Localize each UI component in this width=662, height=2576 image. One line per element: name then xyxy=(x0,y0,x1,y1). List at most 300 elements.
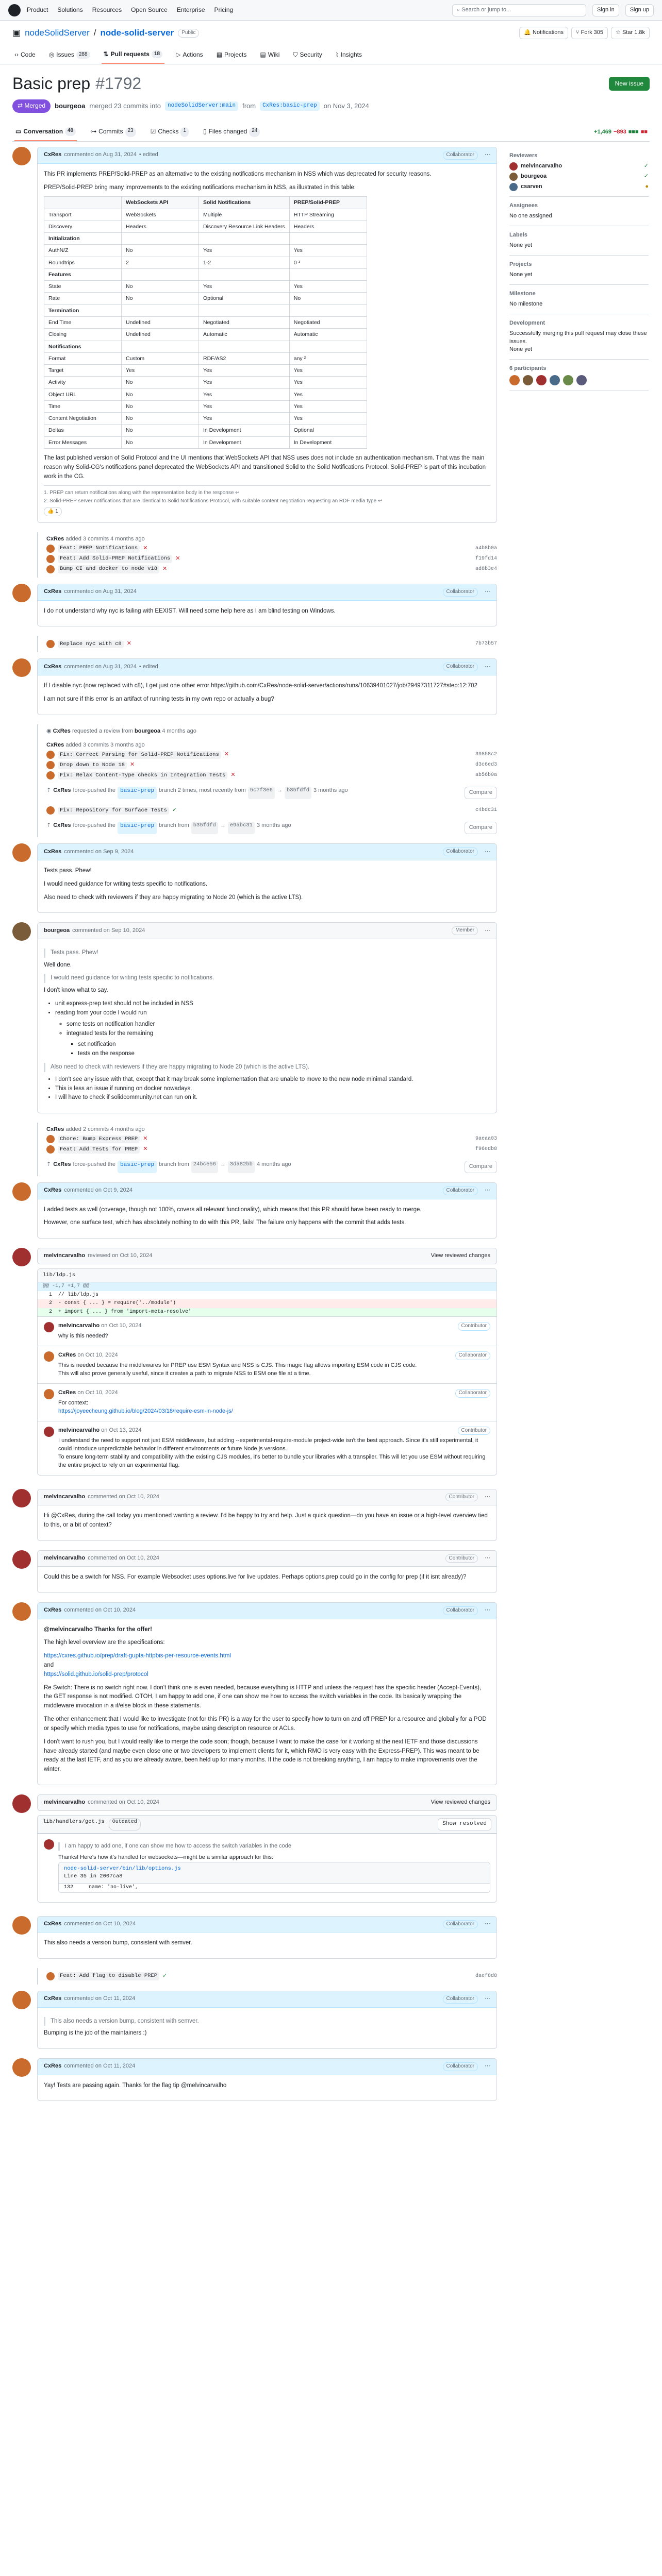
section-heading: Labels xyxy=(509,232,527,239)
tab-count: 24 xyxy=(249,127,260,137)
pr-number: #1792 xyxy=(95,74,142,93)
kebab-icon[interactable]: ⋯ xyxy=(485,663,490,670)
tab-issues[interactable] xyxy=(47,46,92,64)
list-item xyxy=(55,1009,490,1059)
event-time: 4 months ago xyxy=(162,727,196,734)
table-cell: Undefined xyxy=(122,316,199,328)
avatar[interactable] xyxy=(12,1991,31,2009)
avatar[interactable] xyxy=(44,1322,54,1332)
reviewer-name[interactable]: melvincarvalho xyxy=(521,163,562,170)
event-text: added 2 commits 4 months ago xyxy=(65,1126,145,1133)
comment-text: For context: xyxy=(58,1400,89,1406)
review-header xyxy=(37,1794,497,1811)
development-section xyxy=(509,314,649,360)
reviewer-name[interactable]: csarven xyxy=(521,183,542,190)
star-button[interactable] xyxy=(611,27,650,39)
quote: I am happy to add one, if one can show me how to access the switch variables in the code xyxy=(58,1842,490,1851)
kebab-icon[interactable]: ⋯ xyxy=(485,151,490,158)
avatar xyxy=(46,1135,55,1143)
avatar[interactable] xyxy=(563,375,573,385)
repo-header xyxy=(0,21,662,64)
table-cell xyxy=(199,233,290,245)
comment-author[interactable]: CxRes xyxy=(44,1995,62,2002)
fork-button[interactable] xyxy=(571,27,608,39)
diff-bar-icon: ■■■ xyxy=(628,128,639,135)
show-resolved-button[interactable]: Show resolved xyxy=(438,1818,491,1831)
kebab-icon[interactable]: ⋯ xyxy=(485,1920,490,1927)
nav-resources[interactable]: Resources xyxy=(92,6,122,13)
list-item xyxy=(67,1029,490,1059)
avatar[interactable] xyxy=(12,1489,31,1507)
quote: Tests pass. Phew! xyxy=(44,948,490,958)
commit-sha[interactable]: f96edb8 xyxy=(475,1146,497,1152)
event-actor[interactable]: CxRes xyxy=(53,727,71,734)
commit-message[interactable]: Bump CI and docker to node v18 xyxy=(58,565,159,573)
list-item: • unit express-prep test should not be included in NSS xyxy=(55,999,490,1009)
table-cell xyxy=(289,268,367,280)
commit-sha[interactable]: a4b8b0a xyxy=(475,545,497,551)
nav-open-source[interactable]: Open Source xyxy=(131,6,168,13)
branch-label[interactable]: basic-prep xyxy=(118,787,157,799)
table-cell: Yes xyxy=(289,388,367,400)
comment-header xyxy=(38,1917,496,1933)
projects-section xyxy=(509,256,649,285)
table-cell: Features xyxy=(44,268,122,280)
comment xyxy=(12,843,497,913)
visibility-badge: Public xyxy=(178,29,199,38)
merger-link[interactable]: bourgeoa xyxy=(55,101,86,110)
commit-sha[interactable]: 39858c2 xyxy=(475,752,497,758)
tab-insights[interactable] xyxy=(334,46,364,64)
event-time: 4 months ago xyxy=(256,1161,291,1168)
comment xyxy=(12,584,497,626)
book-icon: ▤ xyxy=(260,50,266,58)
avatar xyxy=(509,173,518,181)
avatar[interactable] xyxy=(12,1794,31,1813)
comment-author[interactable]: CxRes xyxy=(44,1187,62,1194)
commit-message[interactable]: Replace nyc with c8 xyxy=(58,640,124,648)
table-row xyxy=(44,245,367,257)
comment-text: This also needs a version bump, consistent with semver. xyxy=(44,1940,192,1946)
tab-count: 23 xyxy=(125,127,136,137)
footnote: 2. Solid-PREP server notifications that are identical to Solid Notifications Protocol, with suitable content negotiation requesting an RDF media type ↩ xyxy=(44,498,383,504)
comment-date[interactable]: commented on Sep 9, 2024 xyxy=(64,848,134,855)
additions: +1,469 xyxy=(594,128,611,135)
nav-product[interactable]: Product xyxy=(27,6,48,13)
tab-checks[interactable] xyxy=(150,123,190,141)
star-icon: ☆ xyxy=(616,29,622,36)
comment-author[interactable]: CxRes xyxy=(58,1389,76,1396)
head-branch[interactable]: CxRes:basic-prep xyxy=(260,101,320,111)
status-label: Merged xyxy=(24,102,46,110)
table-cell: In Development xyxy=(199,425,290,436)
compare-button[interactable]: Compare xyxy=(465,822,497,834)
review xyxy=(12,1248,497,1479)
event-text: force-pushed the xyxy=(73,787,116,794)
file-path[interactable]: lib/ldp.js xyxy=(38,1269,496,1282)
avatar[interactable] xyxy=(509,375,520,385)
commit-message[interactable]: Chore: Bump Express PREP xyxy=(58,1136,140,1143)
event-actor[interactable]: CxRes xyxy=(46,1126,64,1133)
spec-link[interactable]: https://cxres.github.io/prep/draft-gupta-httpbis-per-resource-events.html xyxy=(44,1653,231,1659)
fail-icon: ✕ xyxy=(126,640,131,647)
review-comment xyxy=(38,1834,496,1902)
commit-message[interactable]: Fix: Correct Parsing for Solid-PREP Notifications xyxy=(58,751,221,759)
role-badge: Collaborator xyxy=(443,848,478,856)
tab-commits[interactable] xyxy=(89,123,137,141)
table-cell: Yes xyxy=(122,365,199,377)
repo-name-link[interactable]: node-solid-server xyxy=(100,28,174,38)
table-cell: Yes xyxy=(289,413,367,425)
comment-date[interactable]: commented on Aug 31, 2024 xyxy=(64,588,137,595)
commit-sha[interactable]: ad8b3e4 xyxy=(475,566,497,572)
kebab-icon[interactable]: ⋯ xyxy=(485,848,490,855)
commit-message[interactable]: Feat: PREP Notifications xyxy=(58,545,140,552)
event-actor[interactable]: CxRes xyxy=(53,822,71,829)
commit-sha[interactable]: 7b73b57 xyxy=(475,641,497,647)
tab-security[interactable] xyxy=(291,46,324,64)
view-changes-button[interactable]: View reviewed changes xyxy=(431,1799,490,1805)
kebab-icon[interactable]: ⋯ xyxy=(485,588,490,595)
event-actor[interactable]: CxRes xyxy=(46,742,64,749)
comment-text: Re Switch: There is no switch right now. I don't think one is even needed, because everything is HTTP and unless the request has the specific header (Accept-Events), the GET response is not modified. OTOH, I am happy to add one, if one can show me how to access the switch variables in the code. Its basically wrapping the middleware invocation in a if/else block in these statements. xyxy=(44,1684,482,1709)
review-thread xyxy=(37,1815,497,1903)
view-changes-button[interactable]: View reviewed changes xyxy=(431,1252,490,1259)
comment-author[interactable]: melvincarvalho xyxy=(58,1323,100,1329)
reviewer-item[interactable] xyxy=(509,162,649,171)
check-icon: ☑ xyxy=(150,127,156,135)
base-branch[interactable]: nodeSolidServer:main xyxy=(165,101,238,111)
edited-marker[interactable]: • edited xyxy=(139,151,158,158)
tab-code[interactable] xyxy=(12,46,38,64)
tab-projects[interactable] xyxy=(214,46,249,64)
comment-author[interactable]: CxRes xyxy=(44,2063,62,2070)
commit-sha[interactable]: b35fdfd xyxy=(285,787,311,799)
avatar[interactable] xyxy=(12,1550,31,1569)
reviewer-item[interactable] xyxy=(509,173,649,181)
fail-icon: ✕ xyxy=(130,761,135,768)
nav-solutions[interactable]: Solutions xyxy=(57,6,83,13)
sign-up-button[interactable]: Sign up xyxy=(625,4,654,16)
search-input[interactable] xyxy=(452,4,586,16)
push-icon: ⇡ xyxy=(46,1161,52,1168)
comment-date[interactable]: commented on Aug 31, 2024 xyxy=(64,663,137,670)
avatar[interactable] xyxy=(12,1248,31,1266)
sign-in-button[interactable]: Sign in xyxy=(592,4,619,16)
notifications-button[interactable] xyxy=(519,27,568,39)
comment xyxy=(12,658,497,715)
comment-text: Also need to check with reviewers if they are happy migrating to Node 20 (which is the active LTS). xyxy=(44,894,303,901)
review-header xyxy=(37,1248,497,1264)
commit-sha[interactable]: d3c6ed3 xyxy=(475,762,497,768)
milestone-section xyxy=(509,285,649,314)
comment-author[interactable]: melvincarvalho xyxy=(44,1555,86,1562)
comment-text: If I disable nyc (now replaced with c8), I get just one other error https://github.com/CxRes/node-solid-server/actions/runs/10639401027/job/29497311727#step:12:702 xyxy=(44,682,478,689)
event-text: branch from xyxy=(159,822,189,829)
table-cell: Discovery Resource Link Headers xyxy=(199,221,290,232)
avatar xyxy=(46,1145,55,1154)
table-cell: Transport xyxy=(44,209,122,221)
commit-message[interactable]: Drop down to Node 18 xyxy=(58,761,127,769)
table-row xyxy=(44,436,367,448)
table-cell: No xyxy=(122,377,199,388)
table-header-cell xyxy=(44,197,122,209)
comment xyxy=(12,1991,497,2049)
avatar[interactable] xyxy=(12,843,31,862)
comment-header xyxy=(38,1551,496,1567)
nav-pricing[interactable]: Pricing xyxy=(214,6,234,13)
section-heading: Milestone xyxy=(509,290,536,297)
commit-sha[interactable]: 9aeaa03 xyxy=(475,1136,497,1142)
comment-date[interactable]: commented on Oct 11, 2024 xyxy=(64,2063,136,2070)
event-time: 3 months ago xyxy=(313,787,348,794)
nav-enterprise[interactable]: Enterprise xyxy=(176,6,205,13)
table-cell: Yes xyxy=(199,388,290,400)
commit-sha[interactable]: daef8d8 xyxy=(475,1973,497,1979)
table-cell: Discovery xyxy=(44,221,122,232)
comment xyxy=(12,1550,497,1593)
comment-text: This is needed because the middlewares for PREP use ESM Syntax and NSS is CJS. This magic flag allows importing ESM code in CJS code. xyxy=(58,1362,417,1369)
comment-author[interactable]: melvincarvalho xyxy=(44,1252,86,1259)
table-cell: Yes xyxy=(289,400,367,412)
comment-author[interactable]: CxRes xyxy=(44,1920,62,1927)
tab-label: Insights xyxy=(340,50,362,58)
link[interactable]: https://joyeecheung.github.io/blog/2024/03/18/require-esm-in-node-js/ xyxy=(58,1408,233,1414)
comment-date[interactable]: reviewed on Oct 10, 2024 xyxy=(88,1252,153,1259)
table-row xyxy=(44,425,367,436)
eye-icon: ◉ xyxy=(46,727,53,734)
table-cell: Multiple xyxy=(199,209,290,221)
table-cell: Yes xyxy=(199,281,290,293)
comment-header xyxy=(38,1991,496,2008)
role-badge: Collaborator xyxy=(443,1187,478,1195)
commit-message[interactable]: Fix: Repository for Surface Tests xyxy=(58,807,169,815)
list-item: ◦ some tests on notification handler xyxy=(67,1020,490,1029)
kebab-icon[interactable]: ⋯ xyxy=(485,1995,490,2002)
comment-date[interactable]: commented on Oct 9, 2024 xyxy=(64,1187,133,1194)
github-logo[interactable] xyxy=(8,4,21,16)
commit-sha[interactable]: c4bdc31 xyxy=(475,807,497,814)
kebab-icon[interactable]: ⋯ xyxy=(485,1555,490,1562)
pr-title: Basic prep xyxy=(12,74,91,93)
comment-date[interactable]: commented on Oct 10, 2024 xyxy=(64,1607,136,1614)
comment-date[interactable]: commented on Oct 10, 2024 xyxy=(88,1799,159,1805)
event-target[interactable]: bourgeoa xyxy=(135,727,161,734)
timeline-event xyxy=(37,636,497,652)
check-icon: ✓ xyxy=(643,163,649,170)
comment-author[interactable]: melvincarvalho xyxy=(58,1427,100,1433)
comment-author[interactable]: melvincarvalho xyxy=(44,1493,86,1500)
comment-header xyxy=(38,1603,496,1619)
avatar[interactable] xyxy=(550,375,560,385)
repo-separator: / xyxy=(93,28,96,38)
event-text: branch from xyxy=(159,1161,189,1168)
commit-row xyxy=(46,770,497,781)
kebab-icon[interactable]: ⋯ xyxy=(485,1607,490,1614)
comment-author[interactable]: bourgeoa xyxy=(44,927,70,934)
comment-author[interactable]: CxRes xyxy=(44,588,62,595)
avatar[interactable] xyxy=(12,584,31,602)
kebab-icon[interactable]: ⋯ xyxy=(485,1187,490,1194)
avatar[interactable] xyxy=(12,1602,31,1621)
avatar xyxy=(46,545,55,553)
timeline-event xyxy=(37,1123,497,1158)
comment-author[interactable]: CxRes xyxy=(44,848,62,855)
commit-row xyxy=(46,1134,497,1144)
new-issue-button[interactable]: New issue xyxy=(609,77,650,91)
avatar[interactable] xyxy=(12,922,31,941)
avatar[interactable] xyxy=(44,1351,54,1362)
kebab-icon[interactable]: ⋯ xyxy=(485,927,490,934)
reviewer-name[interactable]: bourgeoa xyxy=(521,173,547,180)
timeline-event xyxy=(37,532,497,578)
tab-label: Conversation xyxy=(23,127,63,135)
commit-message[interactable]: Feat: Add flag to disable PREP xyxy=(58,1972,159,1980)
commit-sha[interactable]: b35fdfd xyxy=(191,822,218,834)
reaction-button[interactable]: 👍 1 xyxy=(44,507,62,516)
commit-sha[interactable]: 5c7f3e6 xyxy=(248,787,275,799)
tab-conversation[interactable] xyxy=(14,123,77,141)
tab-files-changed[interactable] xyxy=(202,123,261,141)
comment-author[interactable]: CxRes xyxy=(44,1607,62,1614)
commit-row xyxy=(46,554,497,564)
fail-icon: ✕ xyxy=(175,555,180,562)
file-path[interactable]: lib/handlers/get.js xyxy=(43,1818,105,1825)
section-heading: Reviewers xyxy=(509,152,538,159)
commit-sha[interactable]: f19fd14 xyxy=(475,555,497,562)
branch-label[interactable]: basic-prep xyxy=(118,1161,157,1173)
tab-count: 288 xyxy=(76,51,90,59)
table-row xyxy=(44,268,367,280)
comment-date[interactable]: commented on Oct 11, 2024 xyxy=(64,1995,136,2002)
comment xyxy=(12,1916,497,1959)
commit-sha[interactable]: e9abc31 xyxy=(228,822,255,834)
commit-message[interactable]: Feat: Add Tests for PREP xyxy=(58,1146,140,1154)
table-cell: No xyxy=(122,436,199,448)
search-icon: ⌕ xyxy=(457,6,462,13)
list-item-text: integrated tests for the remaining xyxy=(67,1030,154,1037)
comment-header xyxy=(38,147,496,164)
avatar[interactable] xyxy=(536,375,547,385)
global-header xyxy=(0,0,662,21)
avatar[interactable] xyxy=(44,1427,54,1437)
avatar[interactable] xyxy=(523,375,533,385)
table-cell: Time xyxy=(44,400,122,412)
avatar xyxy=(46,761,55,769)
comment xyxy=(12,1602,497,1785)
file-link[interactable]: node-solid-server/bin/lib/options.js xyxy=(64,1865,181,1872)
avatar[interactable] xyxy=(12,1916,31,1935)
fork-label: Fork 305 xyxy=(581,29,604,36)
avatar[interactable] xyxy=(44,1839,54,1850)
comment-date[interactable]: commented on Oct 10, 2024 xyxy=(64,1920,136,1927)
fail-icon: ✕ xyxy=(143,1136,148,1142)
comment-header xyxy=(38,923,496,939)
comment xyxy=(12,1182,497,1239)
comment-date[interactable]: commented on Aug 31, 2024 xyxy=(64,151,137,158)
file-icon: ▯ xyxy=(203,127,207,135)
reviewer-item[interactable] xyxy=(509,183,649,191)
comment-text: I added tests as well (coverage, though not 100%, covers all relevant functionality), which means that this PR should have been ready to merge. xyxy=(44,1206,422,1213)
commit-sha[interactable]: 3da82bb xyxy=(228,1161,255,1173)
comment-date[interactable]: commented on Sep 10, 2024 xyxy=(72,927,145,934)
table-cell: Yes xyxy=(289,377,367,388)
avatar[interactable] xyxy=(12,2058,31,2077)
avatar[interactable] xyxy=(12,658,31,677)
list-item: • I will have to check if solidcommunity.net can run on it. xyxy=(55,1093,490,1103)
spec-link[interactable]: https://solid.github.io/solid-prep/protocol xyxy=(44,1671,148,1677)
review-thread xyxy=(37,1268,497,1475)
comment xyxy=(12,2058,497,2101)
avatar xyxy=(509,183,518,191)
branch-label[interactable]: basic-prep xyxy=(118,822,157,834)
event-actor[interactable]: CxRes xyxy=(46,536,64,543)
quote: This also needs a version bump, consistent with semver. xyxy=(44,2017,490,2026)
comment-text: This will also prove generally useful, since it creates a path to migrate NSS to ESM one file at a time. xyxy=(58,1370,311,1377)
comment-author[interactable]: CxRes xyxy=(58,1352,76,1359)
tab-actions[interactable] xyxy=(174,46,205,64)
avatar[interactable] xyxy=(576,375,587,385)
table-cell: No xyxy=(122,293,199,304)
event-actor[interactable]: CxRes xyxy=(53,787,71,794)
avatar[interactable] xyxy=(12,1182,31,1201)
section-value: Successfully merging this pull request may close these issues. xyxy=(509,330,647,345)
section-value: None yet xyxy=(509,346,533,353)
repo-owner-link[interactable]: nodeSolidServer xyxy=(25,28,90,38)
bell-icon: 🔔 xyxy=(524,29,533,36)
table-cell: Yes xyxy=(289,281,367,293)
timeline-event xyxy=(37,738,497,784)
comment-date[interactable]: commented on Oct 10, 2024 xyxy=(88,1493,159,1500)
table-cell: Yes xyxy=(289,365,367,377)
compare-button[interactable]: Compare xyxy=(465,787,497,799)
role-badge: Collaborator xyxy=(443,151,478,160)
kebab-icon[interactable]: ⋯ xyxy=(485,1493,490,1500)
avatar[interactable] xyxy=(12,147,31,165)
avatar[interactable] xyxy=(44,1389,54,1399)
timeline xyxy=(12,147,497,2110)
commit-sha[interactable]: 24bce56 xyxy=(191,1161,218,1173)
edited-marker[interactable]: • edited xyxy=(139,663,158,670)
tab-wiki[interactable] xyxy=(258,46,282,64)
push-icon: ⇡ xyxy=(46,822,52,829)
comment-author[interactable]: CxRes xyxy=(44,663,62,670)
table-cell xyxy=(122,268,199,280)
commit-message[interactable]: Feat: Add Solid-PREP Notifications xyxy=(58,555,172,563)
quote: Also need to check with reviewers if they are happy migrating to Node 20 (which is the active LTS). xyxy=(44,1063,490,1072)
event-actor[interactable]: CxRes xyxy=(53,1161,71,1168)
list-item: • This is less an issue if running on docker nowadays. xyxy=(55,1084,490,1094)
comment-date[interactable]: commented on Oct 10, 2024 xyxy=(88,1555,159,1562)
commit-sha[interactable]: ab56b0a xyxy=(475,772,497,778)
table-cell: Error Messages xyxy=(44,436,122,448)
kebab-icon[interactable]: ⋯ xyxy=(485,2063,490,2070)
table-cell: Deltas xyxy=(44,425,122,436)
commit-row xyxy=(46,564,497,574)
comment-text: why is this needed? xyxy=(58,1333,108,1340)
comment-author[interactable]: melvincarvalho xyxy=(44,1799,86,1805)
pr-icon: ⇅ xyxy=(103,50,109,58)
tab-pull-requests[interactable] xyxy=(102,46,165,64)
tab-label: Pull requests xyxy=(110,50,150,58)
play-icon: ▷ xyxy=(176,50,181,58)
commit-message[interactable]: Fix: Relax Content-Type checks in Integration Tests xyxy=(58,772,227,779)
table-cell: In Development xyxy=(199,436,290,448)
compare-button[interactable]: Compare xyxy=(465,1161,497,1173)
table-cell: 0 ¹ xyxy=(289,257,367,268)
deletions: −893 xyxy=(613,128,626,135)
comment-author[interactable]: CxRes xyxy=(44,151,62,158)
